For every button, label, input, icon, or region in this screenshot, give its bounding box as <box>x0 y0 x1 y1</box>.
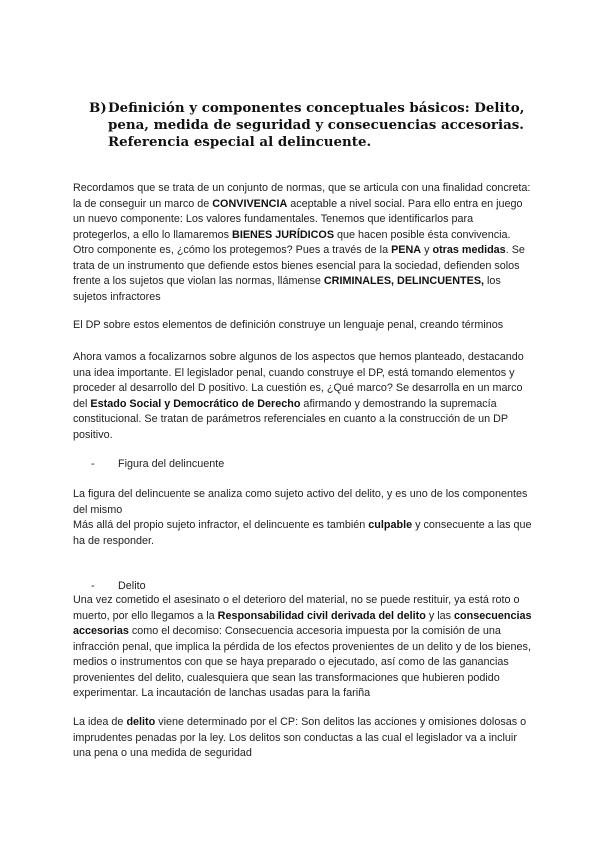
paragraph-responsabilidad <box>73 593 533 702</box>
paragraph-lenguaje-penal <box>73 318 533 334</box>
text-run: La idea de <box>73 716 127 728</box>
section-title: Definición y componentes conceptuales básicos: Delito, pena, medida de seguridad y consecuencias accesorias. Referencia especial al delincuente. <box>108 100 525 150</box>
bullet-figura-delincuente <box>73 457 578 473</box>
bullet-delito <box>73 579 578 595</box>
text-run: Una vez cometido el asesinato o el deterioro del material, no se puede restituir, ya está roto o muerto, por ello llegamos a la <box>73 594 520 622</box>
bold-term: culpable <box>368 519 413 531</box>
text-run: los sujetos infractores <box>73 275 501 303</box>
text-run: y consecuente a las que ha de responder. <box>73 519 532 547</box>
text-run: que hacen posible ésta convivencia. Otro componente es, ¿cómo los protegemos? Pues a través de la <box>73 228 511 256</box>
paragraph-idea-delito <box>73 715 533 762</box>
text-run: Recordamos que se trata de un conjunto de normas, que se articula con una finalidad concreta: la de conseguir un marco de <box>73 182 531 210</box>
section-number: B) <box>89 100 107 116</box>
bold-term: PENA <box>391 244 422 256</box>
text-run: Ahora vamos a focalizarnos sobre algunos de los aspectos que hemos planteado, destacando una idea importante. El legislador penal, cuando construye el DP, está tomando elementos y proceder al desarrollo del D positivo. La cuestión es, ¿Qué marco? Se desarrolla en un marco del <box>73 351 524 410</box>
bold-term: CONVIVENCIA <box>212 197 288 210</box>
dash-bullet-icon: - <box>91 579 95 592</box>
bold-term: otras medidas <box>432 244 506 256</box>
text-run: . Se trata de un instrumento que defiende estos bienes esencial para la sociedad, defienden solos frente a los sujetos que violan las normas, llámense <box>73 244 525 287</box>
paragraph-figura <box>73 487 533 549</box>
bold-term: BIENES JURÍDICOS <box>232 228 335 241</box>
text-run: El DP sobre estos elementos de definición construye un lenguaje penal, creando términos <box>73 319 504 331</box>
text-run: y las <box>425 609 455 622</box>
text-run: aceptable a nivel social. Para ello entra en juego un nuevo componente: Los valores fundamentales. Tenemos que identificarlos para protegerlos, a ello lo llamaremos <box>73 197 523 241</box>
text-run: Más allá del propio sujeto infractor, el delincuente es también <box>73 519 369 531</box>
bold-term: delito <box>126 716 156 728</box>
bold-term: CRIMINALES, DELINCUENTES, <box>323 275 485 287</box>
text-run: La figura del delincuente se analiza como sujeto activo del delito, y es uno de los componentes del mismo <box>73 488 528 516</box>
bold-term: consecuencias accesorias <box>73 609 532 637</box>
text-run: y <box>421 244 433 256</box>
bold-term: Estado Social y Democrático de Derecho <box>90 397 301 410</box>
dash-bullet-icon: - <box>91 458 95 470</box>
bullet-label: Figura del delincuente <box>118 458 225 470</box>
text-run: como el decomiso: Consecuencia accesoria impuesta por la comisión de una infracción penal, que implica la pérdida de los efectos provenientes de un delito y de los bienes, medios o instrumentos con que se haya preparado o ejecutado, así como de las ganancias provenientes del delito, cualesquiera que sean las transformaciones que hubieren podido experimentar. La incautación de lanchas usadas para la fariña <box>73 625 531 699</box>
paragraph-convivencia <box>73 181 533 305</box>
bold-term: Responsabilidad civil derivada del delito <box>217 609 426 622</box>
bullet-label: Delito <box>118 579 146 592</box>
section-heading <box>89 100 529 151</box>
text-run: viene determinado por el CP: Son delitos las acciones y omisiones dolosas o imprudentes penadas por la ley. Los delitos son conductas a las cual el legislador va a incluir una pena o una medida de seguridad <box>73 716 527 759</box>
paragraph-marco <box>73 350 533 443</box>
text-run: afirmando y demostrando la supremacía constitucional. Se tratan de parámetros referenciales en cuanto a la construcción de un DP positivo. <box>73 397 508 441</box>
